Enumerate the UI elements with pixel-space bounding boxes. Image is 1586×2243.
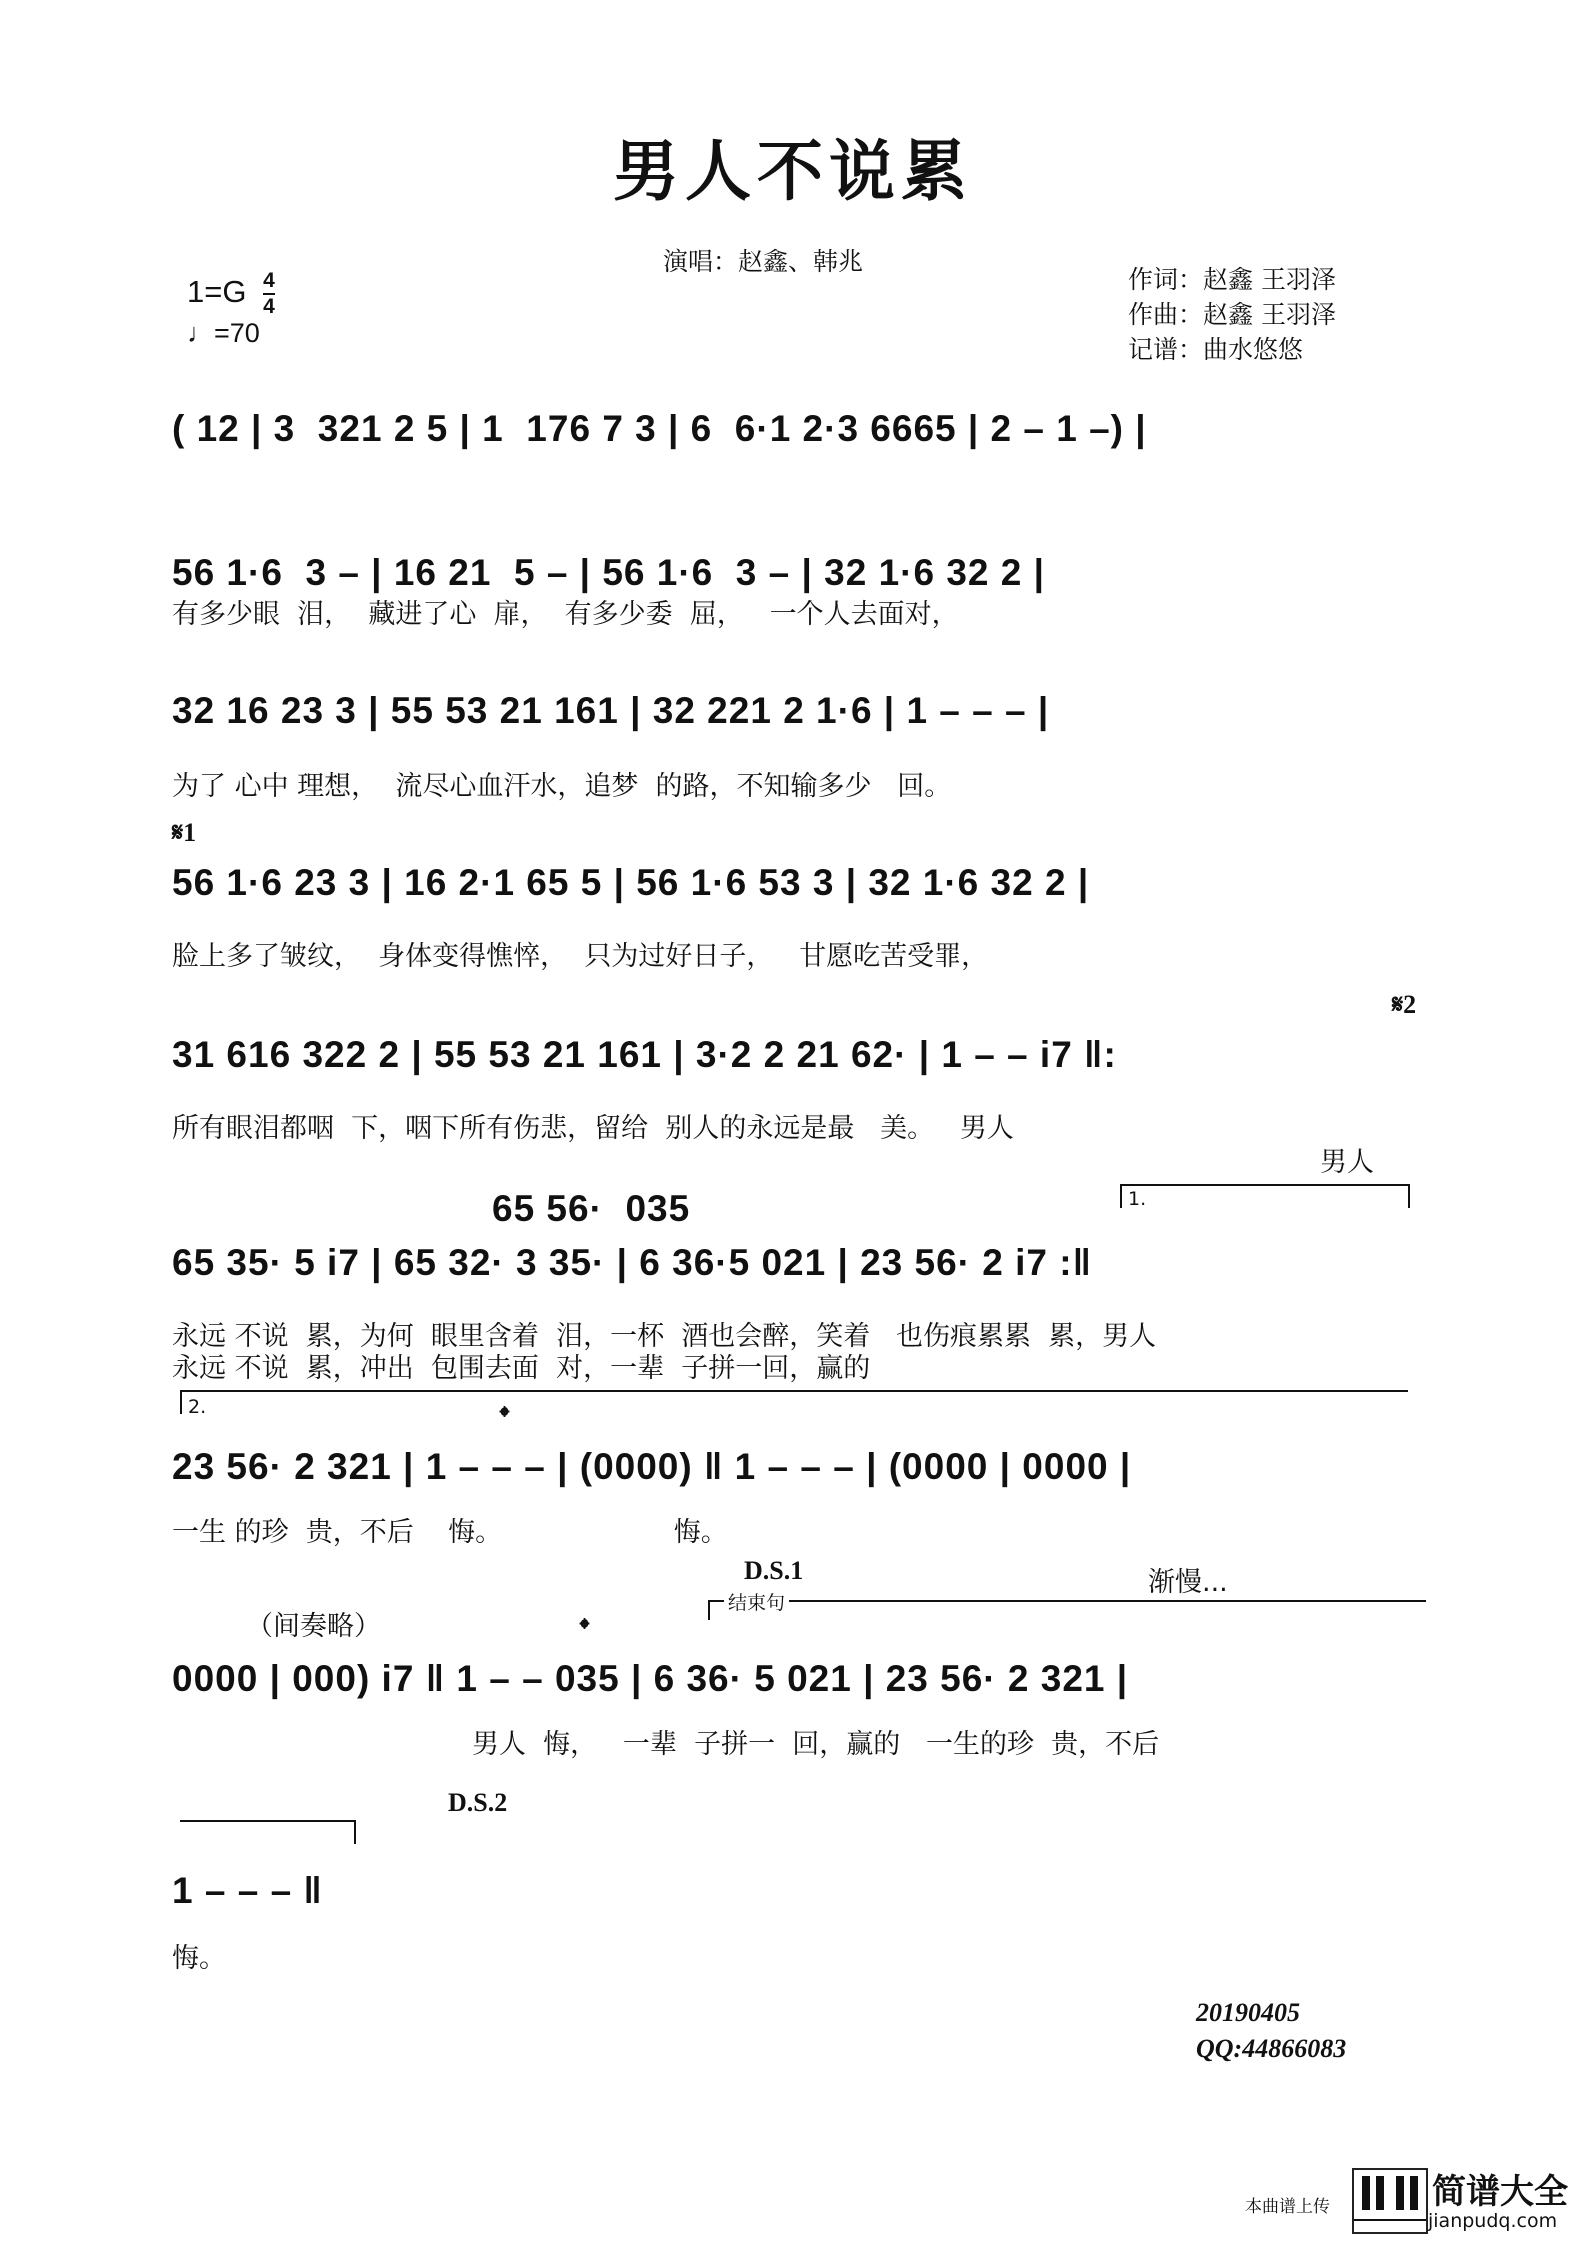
site-name: 简谱大全 [1432, 2172, 1568, 2212]
segno-1-mark: 𝄋1 [172, 818, 197, 847]
score-line-3: 32 16 23 3 | 55 53 21 161 | 32 221 2 1·6 | 1 – – – | [172, 690, 1050, 731]
lyrics-line-6b: 永远 不说 累，冲出 包围去面 对，一辈 子拼一回，赢的 [172, 1353, 871, 1384]
score-line-6: 65 35· 5 i7 | 65 32· 3 35· | 6 36·5 021 | 23 56· 2 i7 :‖ [172, 1242, 1093, 1283]
ending-phrase-label: 结束句 [724, 1588, 789, 1615]
site-url: jianpudq.com [1428, 2210, 1558, 2232]
tempo-marking: ♩=70 [187, 318, 260, 348]
lyrics-line-5: 所有眼泪都咽 下，咽下所有伤悲，留给 别人的永远是最 美。 男人 [172, 1113, 1014, 1144]
score-line-1: ( 12 | 3 321 2 5 | 1 176 7 3 | 6 6·1 2·3 6665 | 2 – 1 –) | [172, 408, 1147, 449]
score-line-8: 0000 | 000) i7 ‖ 1 – – 035 | 6 36· 5 021 | 23 56· 2 321 | [172, 1658, 1129, 1699]
lyrics-line-3: 为了 心中 理想， 流尽心血汗水，追梦 的路，不知输多少 回。 [172, 771, 952, 802]
upload-note: 本曲谱上传 [1245, 2197, 1330, 2217]
volta-1-bracket [1120, 1184, 1410, 1208]
score-line-9: 1 – – – ‖ [172, 1870, 323, 1911]
score-line-6-upper: 65 56· 035 [492, 1188, 691, 1229]
ds1-mark: D.S.1 [744, 1556, 804, 1585]
song-title: 男人不说累 [613, 132, 973, 210]
score-line-7: 23 56· 2 321 | 1 – – – | (0000) ‖ 1 – – – | (0000 | 0000 | [172, 1446, 1132, 1487]
lyrics-line-5b: 男人 [1320, 1147, 1374, 1178]
lyrics-line-9: 悔。 [172, 1943, 226, 1974]
lyrics-line-8: 男人 悔， 一辈 子拼一 回，赢的 一生的珍 贵，不后 [472, 1729, 1160, 1760]
transcriber-credit: 记谱：曲水悠悠 [1128, 335, 1304, 364]
time-top: 4 [263, 269, 275, 292]
time-bottom: 4 [263, 295, 275, 318]
volta-2-label: 2. [188, 1396, 207, 1418]
lyrics-line-2: 有多少眼 泪， 藏进了心 扉， 有多少委 屈， 一个人去面对， [172, 599, 959, 630]
lyrics-line-4: 脸上多了皱纹， 身体变得憔悴， 只为过好日子， 甘愿吃苦受罪， [172, 941, 989, 972]
lyrics-line-6: 永远 不说 累，为何 眼里含着 泪，一杯 酒也会醉，笑着 也伤痕累累 累，男人 [172, 1321, 1157, 1352]
segno-2-mark: 𝄋2 [1392, 990, 1417, 1019]
key-label: 1=G [187, 274, 247, 310]
ds2-mark: D.S.2 [448, 1788, 508, 1817]
score-line-2: 56 1·6 3 – | 16 21 5 – | 56 1·6 3 – | 32 1·6 32 2 | [172, 552, 1045, 593]
coda-mark-2: 𝄌 [580, 1614, 589, 1643]
key-signature [187, 270, 275, 318]
interlude-note: （间奏略） [246, 1611, 381, 1642]
credits-block [1128, 262, 1336, 367]
piano-logo-icon [1352, 2168, 1428, 2234]
coda-mark-1: 𝄌 [500, 1402, 509, 1431]
qq-text: QQ:44866083 [1196, 2034, 1347, 2063]
time-signature [263, 270, 275, 318]
final-bracket [180, 1820, 356, 1844]
volta-2-bracket [180, 1390, 1408, 1418]
score-line-5: 31 616 322 2 | 55 53 21 161 | 3·2 2 21 62· | 1 – – i7 ‖: [172, 1034, 1117, 1075]
ritardando-mark: 渐慢... [1148, 1567, 1228, 1598]
composer-credit: 作曲：赵鑫 王羽泽 [1128, 300, 1336, 329]
volta-1-label: 1. [1128, 1188, 1147, 1210]
ending-phrase-bracket [708, 1592, 1426, 1620]
score-line-4: 56 1·6 23 3 | 16 2·1 65 5 | 56 1·6 53 3 | 32 1·6 32 2 | [172, 862, 1090, 903]
lyricist-credit: 作词：赵鑫 王羽泽 [1128, 265, 1336, 294]
date-text: 20190405 [1196, 1998, 1300, 2027]
lyrics-line-7: 一生 的珍 贵，不后 悔。 悔。 [172, 1517, 728, 1548]
date-block [1196, 1995, 1346, 2067]
singer-credit: 演唱：赵鑫、韩兆 [663, 247, 864, 276]
